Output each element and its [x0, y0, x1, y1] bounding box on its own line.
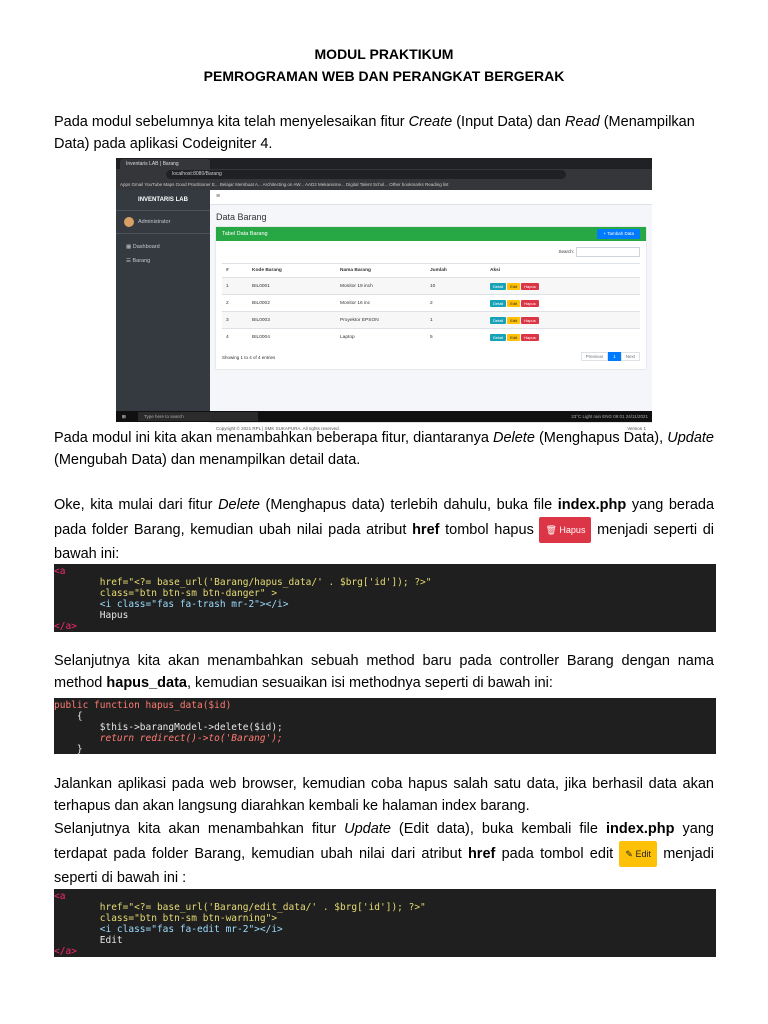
cell: BIL0001 — [248, 278, 336, 295]
cell: Proyektor EPSON — [336, 312, 426, 329]
text: (Menampilkan Data) pada aplikasi Codeigniter 4. — [54, 114, 695, 152]
paragraph-4 — [54, 651, 714, 694]
text: menjadi seperti di bawah ini: — [54, 521, 714, 562]
code-line: } — [54, 744, 83, 755]
pager-prev: Previous — [581, 352, 609, 361]
detail-button: Detail — [490, 317, 506, 324]
text: Create — [408, 114, 453, 130]
text: href — [412, 521, 440, 538]
detail-button: Detail — [490, 300, 506, 307]
text: tombol hapus — [439, 521, 540, 538]
nav-barang: ☰ Barang — [126, 258, 151, 264]
text: Read — [565, 114, 600, 130]
code-line: return redirect()->to('Barang'); — [54, 733, 283, 744]
menu-icon: ≡ — [210, 190, 652, 205]
paragraph-6 — [54, 818, 714, 890]
page-title: Data Barang — [216, 212, 267, 222]
search-row — [558, 247, 640, 257]
cell: 2 — [222, 295, 248, 312]
cell-actions — [486, 312, 640, 329]
text: Pada modul sebelumnya kita telah menyelesaikan fitur — [54, 114, 409, 130]
paragraph-5 — [54, 774, 714, 817]
text: Pada modul ini kita akan menambahkan beberapa fitur, diantaranya — [54, 430, 493, 446]
cell: 2 — [426, 295, 486, 312]
col-header: Jumlah — [426, 264, 486, 278]
code-block-3 — [54, 889, 716, 957]
text: (Mengubah Data) dan menampilkan detail data. — [54, 451, 361, 468]
col-header: Aksi — [486, 264, 640, 278]
text: Delete — [492, 430, 535, 446]
brand: INVENTARIS LAB — [116, 190, 210, 211]
cell: 4 — [222, 329, 248, 346]
cell: BIL0002 — [248, 295, 336, 312]
code-line: <i class="fas fa-edit mr-2"></i> — [54, 924, 283, 935]
code-line: <i class="fas fa-trash mr-2"></i> — [54, 599, 289, 610]
taskbar-search: Type here to search — [138, 412, 258, 421]
nav-dashboard: ▦ Dashboard — [126, 244, 160, 250]
code-line: class="btn btn-sm btn-warning"> — [54, 913, 278, 924]
windows-icon: ⊞ — [122, 414, 126, 419]
app-screenshot — [116, 158, 652, 431]
badge-label: Hapus — [559, 524, 586, 535]
text: index.php — [606, 821, 675, 837]
hapus-button: Hapus — [521, 300, 539, 307]
edit-badge: ✎ Edit — [619, 841, 657, 868]
browser-tabbar — [116, 158, 652, 169]
text: Selanjutnya kita akan menambahkan fitur — [54, 821, 345, 837]
edit-button: Edit — [507, 300, 520, 307]
detail-button: Detail — [490, 283, 506, 290]
text: (Edit data), buka kembali file — [390, 821, 607, 837]
cell: 10 — [426, 278, 486, 295]
table-row — [222, 278, 640, 295]
code-line: Edit — [54, 935, 123, 946]
detail-button: Detail — [490, 334, 506, 341]
pager-next: Next — [621, 352, 640, 361]
taskbar — [116, 411, 652, 422]
add-button: + Tambah Data — [597, 229, 640, 239]
text: Selanjutnya kita akan menambahkan sebuah method baru pada controller Barang dengan nama method — [54, 653, 714, 691]
code-line: public function hapus_data($id) — [54, 700, 232, 711]
text: Jalankan aplikasi pada web browser, kemudian coba hapus salah satu data, jika berhasil data akan terhapus dan akan langsung diarahkan kembali ke halaman index barang. — [54, 776, 714, 814]
taskbar-tray: 23°C Light rain ENG 09:01 24/11/2021 — [571, 414, 648, 419]
code-line: href="<?= base_url('Barang/edit_data/' . $brg['id']); ?>" — [54, 902, 426, 913]
text: menjadi seperti di bawah ini : — [54, 845, 714, 886]
text: index.php — [557, 497, 627, 513]
col-header: Kode Barang — [248, 264, 336, 278]
browser-tab: Inventaris LAB | Barang — [120, 159, 210, 169]
hapus-button: Hapus — [521, 317, 539, 324]
user-name: Administrator — [138, 219, 171, 225]
doc-subtitle: PEMROGRAMAN WEB DAN PERANGKAT BERGERAK — [203, 68, 565, 84]
search-input — [576, 247, 640, 257]
footer-text: Copyright © 2021 RPL | SMK SUKAPURA. All rights reserved. — [216, 426, 340, 431]
sidebar — [116, 190, 210, 411]
card-title: Tabel Data Barang — [222, 231, 268, 237]
col-header: # — [222, 264, 248, 278]
code-line: class="btn btn-sm btn-danger" > — [54, 588, 278, 599]
code-line: <a — [54, 566, 66, 577]
footer-version: Version 1 — [627, 426, 646, 431]
table-row — [222, 329, 640, 346]
bookmarks-bar: Apps Gmail YouTube Maps Good Practitioner E... Belajar Membuat A... Architecting on AW... AAD2 Mekanisme... Digital Talent Schol... Other bookmarks Reading list — [116, 180, 652, 190]
badge-label: Edit — [635, 848, 651, 859]
col-header: Nama Barang — [336, 264, 426, 278]
text: pada tombol edit — [495, 845, 620, 862]
text: Oke, kita mulai dari fitur — [54, 497, 219, 513]
avatar — [124, 217, 134, 227]
nav-label: Dashboard — [132, 244, 160, 250]
hapus-badge: 🗑 Hapus — [539, 517, 591, 544]
text: Delete — [218, 497, 260, 513]
cell-actions — [486, 278, 640, 295]
hapus-button: Hapus — [521, 283, 539, 290]
cell: 1 — [426, 312, 486, 329]
code-line: </a> — [54, 621, 77, 632]
cell: Monitor 19 inch — [336, 278, 426, 295]
code-line: Hapus — [54, 610, 129, 621]
text: (Menghapus data) terlebih dahulu, buka file — [259, 497, 558, 513]
url-field: localhost:8080/Barang — [166, 170, 566, 179]
paragraph-3 — [54, 494, 714, 566]
code-line: href="<?= base_url('Barang/hapus_data/' . $brg['id']); ?>" — [54, 577, 432, 588]
search-label: Search: — [558, 249, 574, 255]
browser-addressbar — [116, 169, 652, 180]
data-card — [216, 227, 646, 369]
doc-title: MODUL PRAKTIKUM — [314, 46, 454, 62]
text: Update — [344, 821, 391, 837]
table-row — [222, 295, 640, 312]
cell: 3 — [222, 312, 248, 329]
text: , kemudian sesuaikan isi methodnya seperti di bawah ini: — [187, 674, 553, 691]
cell: 5 — [426, 329, 486, 346]
cell: Laptop — [336, 329, 426, 346]
edit-button: Edit — [507, 283, 520, 290]
text: yang berada pada folder Barang, kemudian ubah nilai pada atribut — [54, 497, 715, 538]
user-panel — [116, 211, 210, 234]
cell-actions — [486, 329, 640, 346]
cell: Monitor 16 inc — [336, 295, 426, 312]
cell: 1 — [222, 278, 248, 295]
table-row — [222, 312, 640, 329]
paragraph-2 — [54, 428, 714, 471]
code-line: </a> — [54, 946, 77, 957]
cell: BIL0004 — [248, 329, 336, 346]
text: href — [467, 845, 496, 862]
edit-button: Edit — [507, 334, 520, 341]
text: Update — [667, 430, 714, 446]
data-table — [222, 263, 640, 345]
intro-paragraph — [54, 112, 714, 155]
code-line: $this->barangModel->delete($id); — [54, 722, 283, 733]
text: (Menghapus Data), — [534, 430, 668, 446]
cell: BIL0003 — [248, 312, 336, 329]
code-line: <a — [54, 891, 66, 902]
hapus-button: Hapus — [521, 334, 539, 341]
text: hapus_data — [106, 674, 187, 691]
entries-info: Showing 1 to 4 of 4 entries — [222, 355, 276, 360]
text: (Input Data) dan — [452, 114, 566, 130]
pagination — [581, 352, 640, 361]
text: yang terdapat pada folder Barang, kemudian ubah nilai dari atribut — [54, 821, 714, 862]
card-header — [216, 227, 646, 241]
edit-button: Edit — [507, 317, 520, 324]
code-block-1 — [54, 564, 716, 632]
code-block-2 — [54, 698, 716, 754]
cell-actions — [486, 295, 640, 312]
pager-page: 1 — [608, 352, 621, 361]
code-line: { — [54, 711, 83, 722]
nav-label: Barang — [132, 258, 151, 264]
